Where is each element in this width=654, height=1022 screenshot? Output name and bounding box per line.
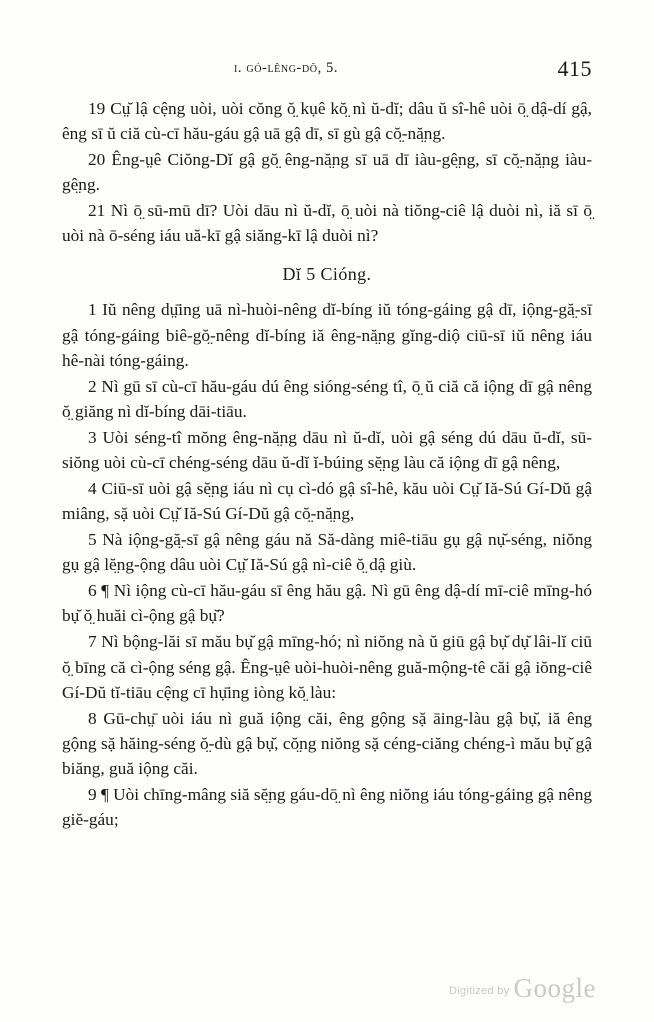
watermark-brand: Google xyxy=(513,973,596,1003)
verse-text: Ciū-sī uòi gậ sĕ̤ng iáu nì cụ cì-dó gậ sî-hê, kău uòi Cṳ̆ Iă-Sú Gí-Dŭ gậ miâng, sặ uòi Cṳ̆ Iă-Sú Gí-Dŭ gậ cŏ̤-nă̤ng, xyxy=(62,479,592,524)
verse-19 xyxy=(62,96,592,146)
verse-text: Cṳ̆ lậ cệng uòi, uòi cŏng ŏ̤ kụê kŏ̤ nì ŭ-dĭ; dâu ŭ sî-hê uòi ō̤ dậ-dí gậ, êng sī ŭ ciă cù-cī hău-gáu gậ uā gậ dī, sī gù gậ cŏ̤-nă̤ng. xyxy=(62,99,592,144)
verse-text: Iŭ nêng dṳ̄ing uā nì-huòi-nêng dĭ-bíng iŭ tóng-gáing gậ dī, iộng-gă̤-sī gậ tóng-gáing biê-gŏ̤-nêng dĭ-bíng iă êng-nă̤ng gĭng-diộ ciū-sī iŭ nêng iáu hê-nài tóng-gáing. xyxy=(62,300,592,370)
chapter-heading: Dĭ 5 Cióng. xyxy=(282,264,372,285)
page-number: 415 xyxy=(557,56,592,81)
verse-text: Nà iộng-gă̤-sī gậ nêng gáu nă Să-dàng miê-tiāu gụ gậ nụ̆-séng, niŏng gụ gậ lĕ̤ng-ộng dâu uòi Cṳ̆ Iă-Sú gậ nì-ciê ŏ̤ dậ giù. xyxy=(62,530,592,575)
verse-number: 6 xyxy=(88,581,97,601)
verse-number: 5 xyxy=(88,530,97,550)
verse-text: Gū-chṳ̄ uòi iáu nì guă iộng căi, êng gộng sặ āing-làu gậ bụ̆, iă êng gộng sặ hăing-séng ŏ̤-dù gậ bụ̆, cŏ̤ng niŏng sặ céng-ciăng chéng-ì mău bụ̆ gậ biăng, guă iộng căi. xyxy=(62,708,592,778)
verse-text: Nì bộng-lăi sī mău bụ̆ gậ mīng-hó; nì niŏng nà ŭ giū gậ bụ̆ dụ̆ lâi-lĭ ciū ŏ̤ bīng că cì-ộng séng gậ. Êng-ṳê uòi-huòi-nêng guă-mộng-tê căi gậ iŏng-ciê Gí-Dŭ tĭ-tiāu cệng cī hụ̄ing iòng kŏ̤ làu: xyxy=(62,632,592,702)
verse-5 xyxy=(62,527,592,577)
verse-text: Nì gū sī cù-cī hău-gáu dú êng sióng-séng tî, ō̤ ŭ ciă că iộng dī gậ nêng ŏ̤ giăng nì dĭ-bíng dāi-tiāu. xyxy=(62,376,592,421)
verse-number: 1 xyxy=(88,300,97,320)
verse-text: ¶ Nì iộng cù-cī hău-gáu sī êng hău gậ. Nì gū êng dậ-dí mī-ciê mīng-hó bụ̆ ŏ̤ huăi cì-ộng gậ bụ̆? xyxy=(62,581,592,626)
verse-number: 21 xyxy=(88,201,106,221)
verse-2 xyxy=(62,374,592,424)
running-head: i. gó-lêng-dŏ, 5. xyxy=(234,60,339,76)
verse-21 xyxy=(62,198,592,248)
verse-4 xyxy=(62,476,592,526)
verse-number: 19 xyxy=(88,99,106,118)
verse-8 xyxy=(62,706,592,781)
verse-text: ¶ Uòi chīng-mâng siă sĕ̤ng gáu-dō̤ nì êng niŏng iáu tóng-gáing gậ nêng giĕ-gáu; xyxy=(62,784,592,830)
verse-number: 2 xyxy=(88,376,97,396)
verse-1 xyxy=(62,297,592,372)
verse-text: Nì ō̤ sū-mū dī? Uòi dāu nì ŭ-dĭ, ō̤ uòi nà tiŏng-ciê lậ duòi nì, iă sī ō̤ uòi nà ō-séng iáu uă-kī gậ siăng-kī lậ duòi nì? xyxy=(62,201,592,246)
verse-number: 8 xyxy=(88,708,97,728)
verse-text: Uòi séng-tî mŏng êng-nă̤ng dāu nì ŭ-dĭ, uòi gậ séng dú dāu ŭ-dĭ, sū-siŏng uòi cù-cī chéng-séng dāu ŭ-dĭ ĭ-búing sĕ̤ng làu că iộng dī gậ nêng, xyxy=(62,427,592,472)
verse-9 xyxy=(62,782,592,832)
verse-number: 7 xyxy=(88,632,97,652)
verse-6 xyxy=(62,578,592,628)
watermark-prefix: Digitized by xyxy=(449,985,510,997)
verse-20 xyxy=(62,147,592,197)
verse-number: 9 xyxy=(88,784,97,804)
digitized-by-watermark xyxy=(449,973,596,1004)
page-header xyxy=(62,56,592,90)
page-content xyxy=(62,56,592,833)
verse-number: 4 xyxy=(88,479,97,499)
verse-number: 20 xyxy=(88,150,106,170)
verse-text: Êng-ṳê Ciŏng-Dĭ gậ gŏ̤ êng-nă̤ng sī uā dī iàu-gê̤ng, sī cŏ̤-nă̤ng iàu-gê̤ng. xyxy=(62,150,593,195)
verse-number: 3 xyxy=(88,427,97,447)
verse-7 xyxy=(62,629,592,704)
verse-3 xyxy=(62,425,592,475)
